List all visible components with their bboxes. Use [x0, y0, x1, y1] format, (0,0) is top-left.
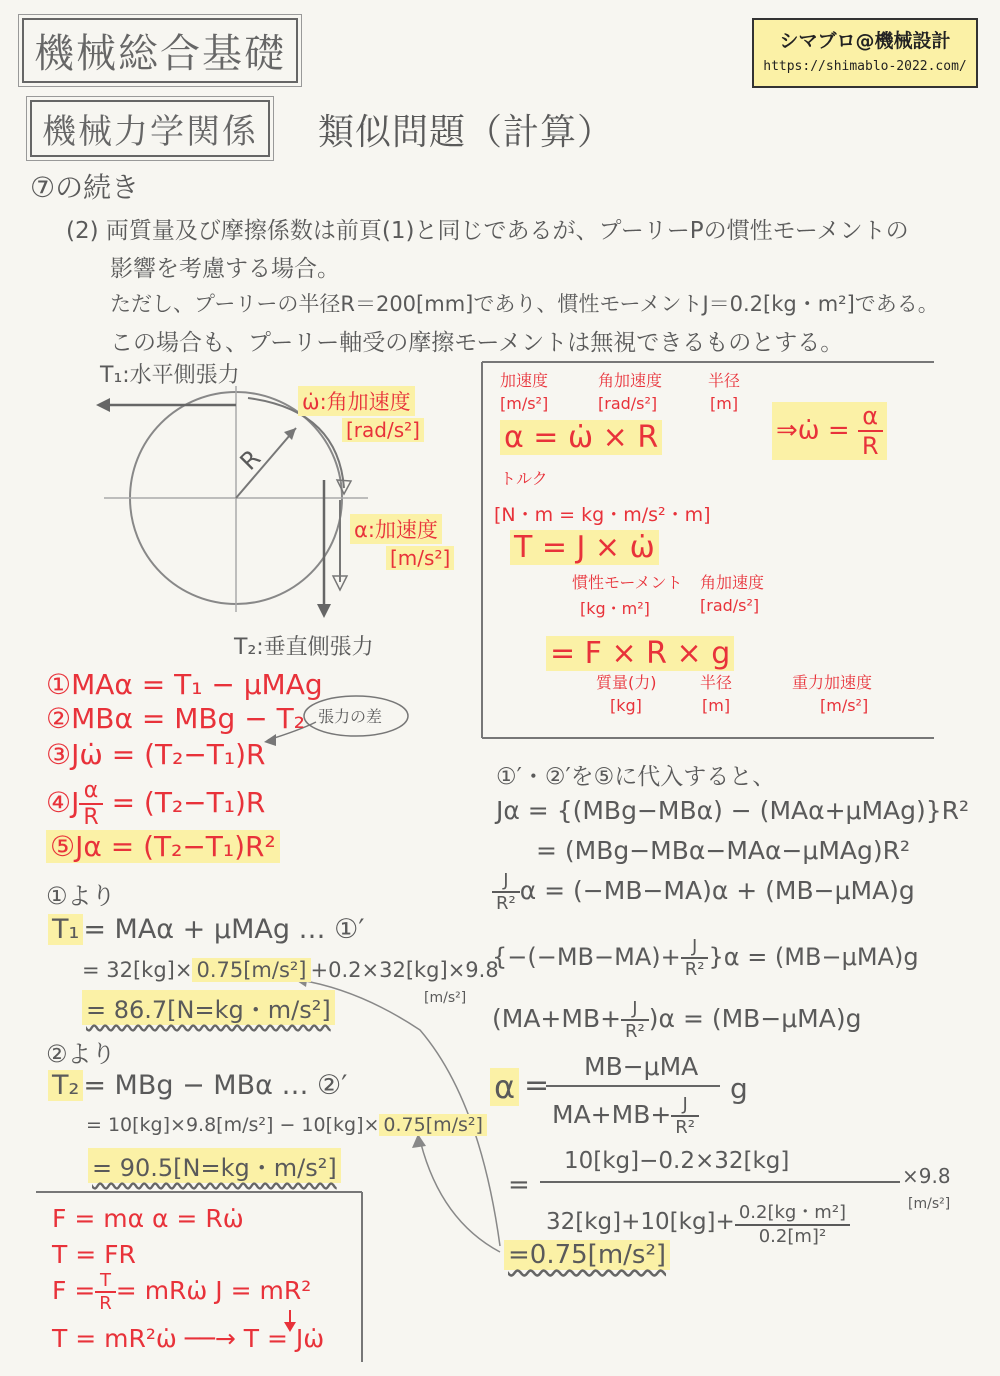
label-angacc: 角加速度	[700, 573, 765, 592]
note-row-2: T = FR	[52, 1240, 136, 1269]
t2-equation: T₂ = MBg − MBα … ②′	[48, 1070, 347, 1101]
relation-1-result: ⇒ω̇ = $\frac{\alpha}{R}$	[772, 402, 887, 460]
problem-line4: この場合も、プーリー軸受の摩擦モーメントは無視できるものとする。	[110, 330, 844, 356]
unit-angacc-2: [rad/s²]	[700, 596, 760, 615]
subtitle-box: 機械力学関係	[30, 100, 270, 157]
alpha-denominator: MA+MB+ $\frac{J}{\text{R²}}$	[552, 1094, 699, 1138]
label-gravity: 重力加速度	[792, 673, 873, 692]
t1-substitution: = 32[kg]× 0.75[m/s²] +0.2×32[kg]×9.8	[82, 958, 499, 982]
from-eq2: ②より	[46, 1040, 116, 1068]
from-eq1: ①より	[46, 882, 116, 910]
radius-arrowhead	[284, 428, 296, 440]
calc-row-4: {−(−MB−MA)+ $\frac{J}{\text{R²}}$ }α = (MB−μMA)g	[492, 936, 919, 980]
calc-row-1: Jα = {(MBg−MBα) − (MAα+μMAg)}R²	[496, 796, 970, 825]
alpha-label: α:加速度	[350, 514, 442, 544]
torque-label: トルク	[500, 469, 548, 488]
alpha-g: g	[730, 1072, 748, 1105]
omega-label: ω̇:角加速度	[298, 386, 415, 416]
badge-url[interactable]: https://shimablo-2022.com/	[763, 59, 967, 74]
callout-arrowhead	[264, 734, 276, 746]
equation-1: ①MAα = T₁ − μMAg	[46, 668, 323, 701]
unit-mass: [kg]	[610, 696, 642, 715]
unit-accel: [m/s²]	[500, 394, 549, 413]
torque-unit: [N・m = kg・m/s²・m]	[494, 504, 711, 526]
calc-row-5: (MA+MB+ $\frac{J}{\text{R²}}$ )α = (MB−μMA)g	[492, 998, 862, 1042]
t1-label: T₁:水平側張力	[100, 363, 240, 388]
main-title: 機械総合基礎	[22, 18, 298, 83]
unit-inertia: [kg・m²]	[580, 599, 650, 618]
subst-numerator: 10[kg]−0.2×32[kg]	[564, 1148, 790, 1174]
alpha-symbol: α	[490, 1068, 519, 1106]
label-inertia: 慣性モーメント	[572, 573, 683, 592]
callout-text: 張力の差	[318, 707, 383, 726]
ref-arrow-2	[420, 1140, 500, 1252]
alpha-eq-sign: =	[524, 1068, 550, 1103]
subst-denominator: 32[kg]+10[kg]+ $\frac{\text{0.2[kg・m²]}}{\text{0.2[m]²}}$	[546, 1198, 850, 1247]
unit-gravity: [m/s²]	[820, 696, 869, 715]
badge-name: シマブロ@機械設計	[779, 30, 951, 52]
problem-line1: (2) 両質量及び摩擦係数は前頁(1)と同じであるが、プーリーPの慣性モーメントの	[66, 218, 909, 244]
t1-sub-unit: [m/s²]	[424, 990, 467, 1006]
calc-row-3: $\frac{J}{\text{R²}}$ α = (−MB−MA)α + (MB−μMA)g	[492, 870, 915, 914]
equation-5: ⑤Jα = (T₂−T₁)R²	[46, 830, 280, 863]
relation-3: = F × R × g	[546, 636, 734, 671]
relation-2: T = J × ω̇	[510, 530, 659, 565]
equation-4: ④J $\frac{\alpha}{R}$ = (T₂−T₁)R	[46, 778, 266, 830]
problem-heading: ⑦の続き	[30, 171, 140, 204]
unit-angacc: [rad/s²]	[598, 394, 658, 413]
unit-radius-2: [m]	[702, 696, 731, 715]
subst-eq-sign: =	[508, 1170, 530, 1200]
note-row-4: T = mR²ω̇ ──→ T = Jω̇	[52, 1324, 325, 1353]
subst-g-unit: [m/s²]	[908, 1196, 951, 1212]
unit-radius: [m]	[710, 394, 739, 413]
note-row-3: F = $\frac{T}{R}$ = mRω̇ J = mR²	[52, 1270, 312, 1314]
t1-equation: T₁ = MAα + μMAg … ①′	[48, 914, 364, 945]
t1-arrowhead	[96, 398, 110, 412]
calc-row-2: = (MBg−MBα−MAα−μMAg)R²	[536, 836, 911, 865]
problem-line3: ただし、プーリーの半径R＝200[mm]であり、慣性モーメントJ＝0.2[kg・m²]である。	[110, 292, 939, 316]
hdr-radius: 半径	[708, 371, 741, 390]
hdr-accel: 加速度	[500, 371, 549, 390]
label-mass: 質量(力)	[596, 673, 657, 692]
t2-arrowhead	[317, 604, 331, 618]
relation-1: α = ω̇ × R	[500, 420, 662, 455]
t2-result: = 90.5[N=kg・m/s²]	[88, 1148, 341, 1183]
t1-result: = 86.7[N=kg・m/s²]	[82, 990, 335, 1025]
alpha-unit: [m/s²]	[386, 546, 454, 570]
t2-label: T₂:垂直側張力	[234, 635, 374, 660]
label-radius: 半径	[700, 673, 733, 692]
subtitle-text: 類似問題（計算）	[318, 112, 615, 153]
omega-unit: [rad/s²]	[342, 418, 424, 442]
hdr-angacc: 角加速度	[598, 371, 663, 390]
equation-3: ③Jω̇ = (T₂−T₁)R	[46, 738, 266, 771]
equation-2: ②MBα = MBg − T₂	[46, 702, 305, 735]
final-result: =0.75[m/s²]	[504, 1240, 670, 1270]
subst-intro: ①′・②′を⑤に代入すると、	[496, 764, 776, 790]
ref-arrowhead-2	[412, 1134, 426, 1148]
note-row-1: F = mα α = Rω̇	[52, 1204, 244, 1233]
alpha-numerator: MB−μMA	[584, 1052, 699, 1081]
subst-g: ×9.8	[902, 1164, 951, 1188]
radius-label: R	[234, 444, 267, 476]
problem-line2: 影響を考慮する場合。	[110, 256, 340, 282]
t2-substitution: = 10[kg]×9.8[m/s²] − 10[kg]× 0.75[m/s²]	[86, 1114, 487, 1136]
